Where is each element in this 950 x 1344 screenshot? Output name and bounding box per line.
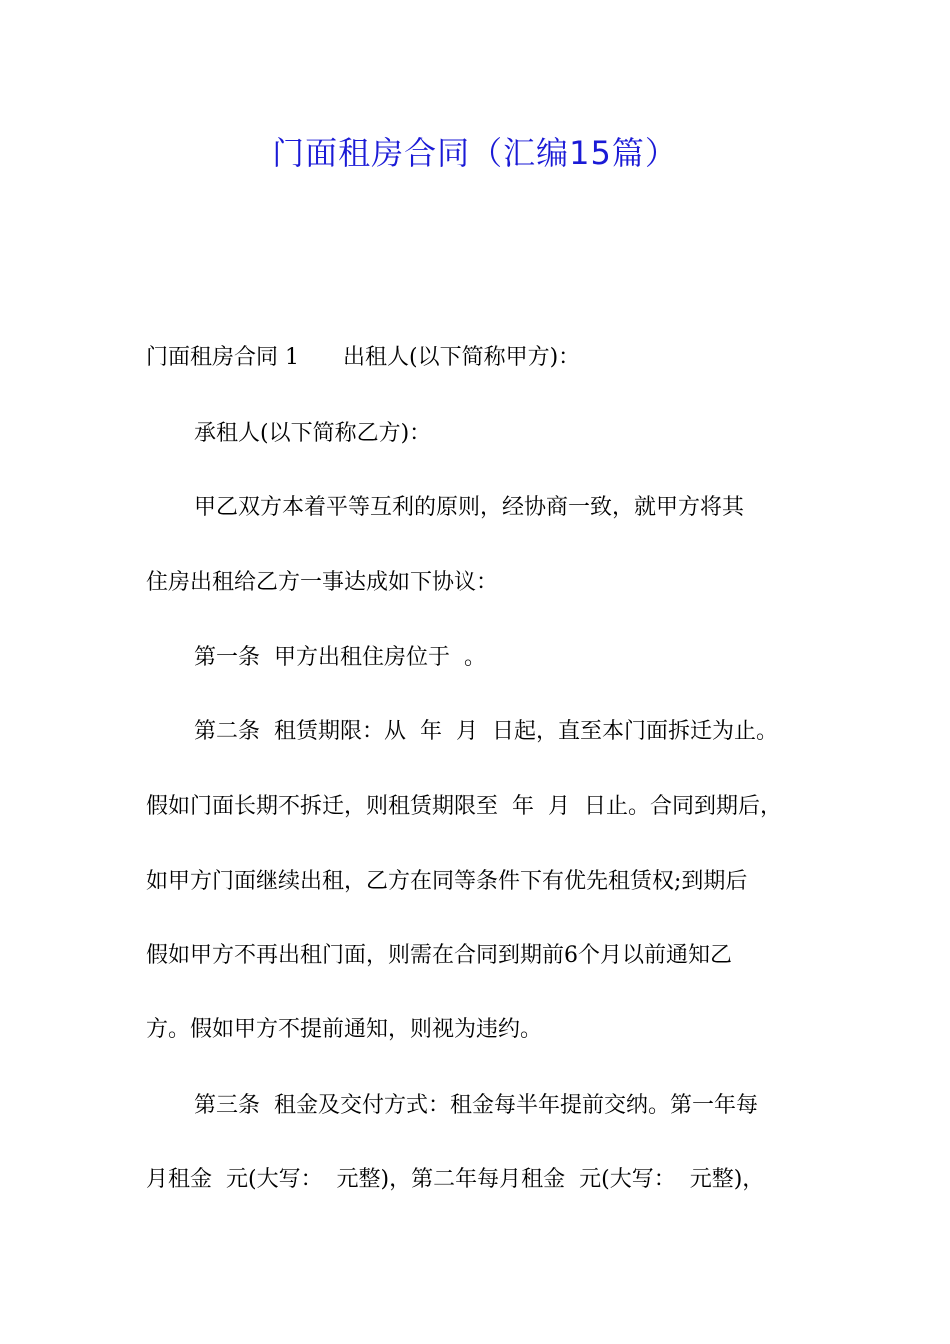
text-line-2: 承租人(以下简称乙方)： bbox=[194, 421, 432, 446]
text-line-11: 第三条 租金及交付方式：租金每半年提前交纳。第一年每 bbox=[194, 1093, 758, 1118]
text-line-3: 甲乙双方本着平等互利的原则，经协商一致，就甲方将其 bbox=[194, 495, 745, 520]
text-line-8: 如甲方门面继续出租，乙方在同等条件下有优先租赁权;到期后 bbox=[146, 869, 748, 894]
text-line-4: 住房出租给乙方一事达成如下协议： bbox=[146, 570, 499, 595]
text-line-5: 第一条 甲方出租住房位于 。 bbox=[194, 645, 486, 670]
text-line-12: 月租金 元(大写： 元整)，第二年每月租金 元(大写： 元整)， bbox=[146, 1167, 765, 1192]
text-line-10: 方。假如甲方不提前通知，则视为违约。 bbox=[146, 1017, 543, 1042]
text-line-6: 第二条 租赁期限：从 年 月 日起，直至本门面拆迁为止。 bbox=[194, 719, 778, 744]
text-line-9: 假如甲方不再出租门面，则需在合同到期前6个月以前通知乙 bbox=[146, 943, 732, 968]
text-line-7: 假如门面长期不拆迁，则租赁期限至 年 月 日止。合同到期后， bbox=[146, 794, 782, 819]
document-title: 门面租房合同（汇编15篇） bbox=[272, 134, 678, 172]
text-line-1: 门面租房合同 1 出租人(以下简称甲方)： bbox=[146, 345, 581, 370]
